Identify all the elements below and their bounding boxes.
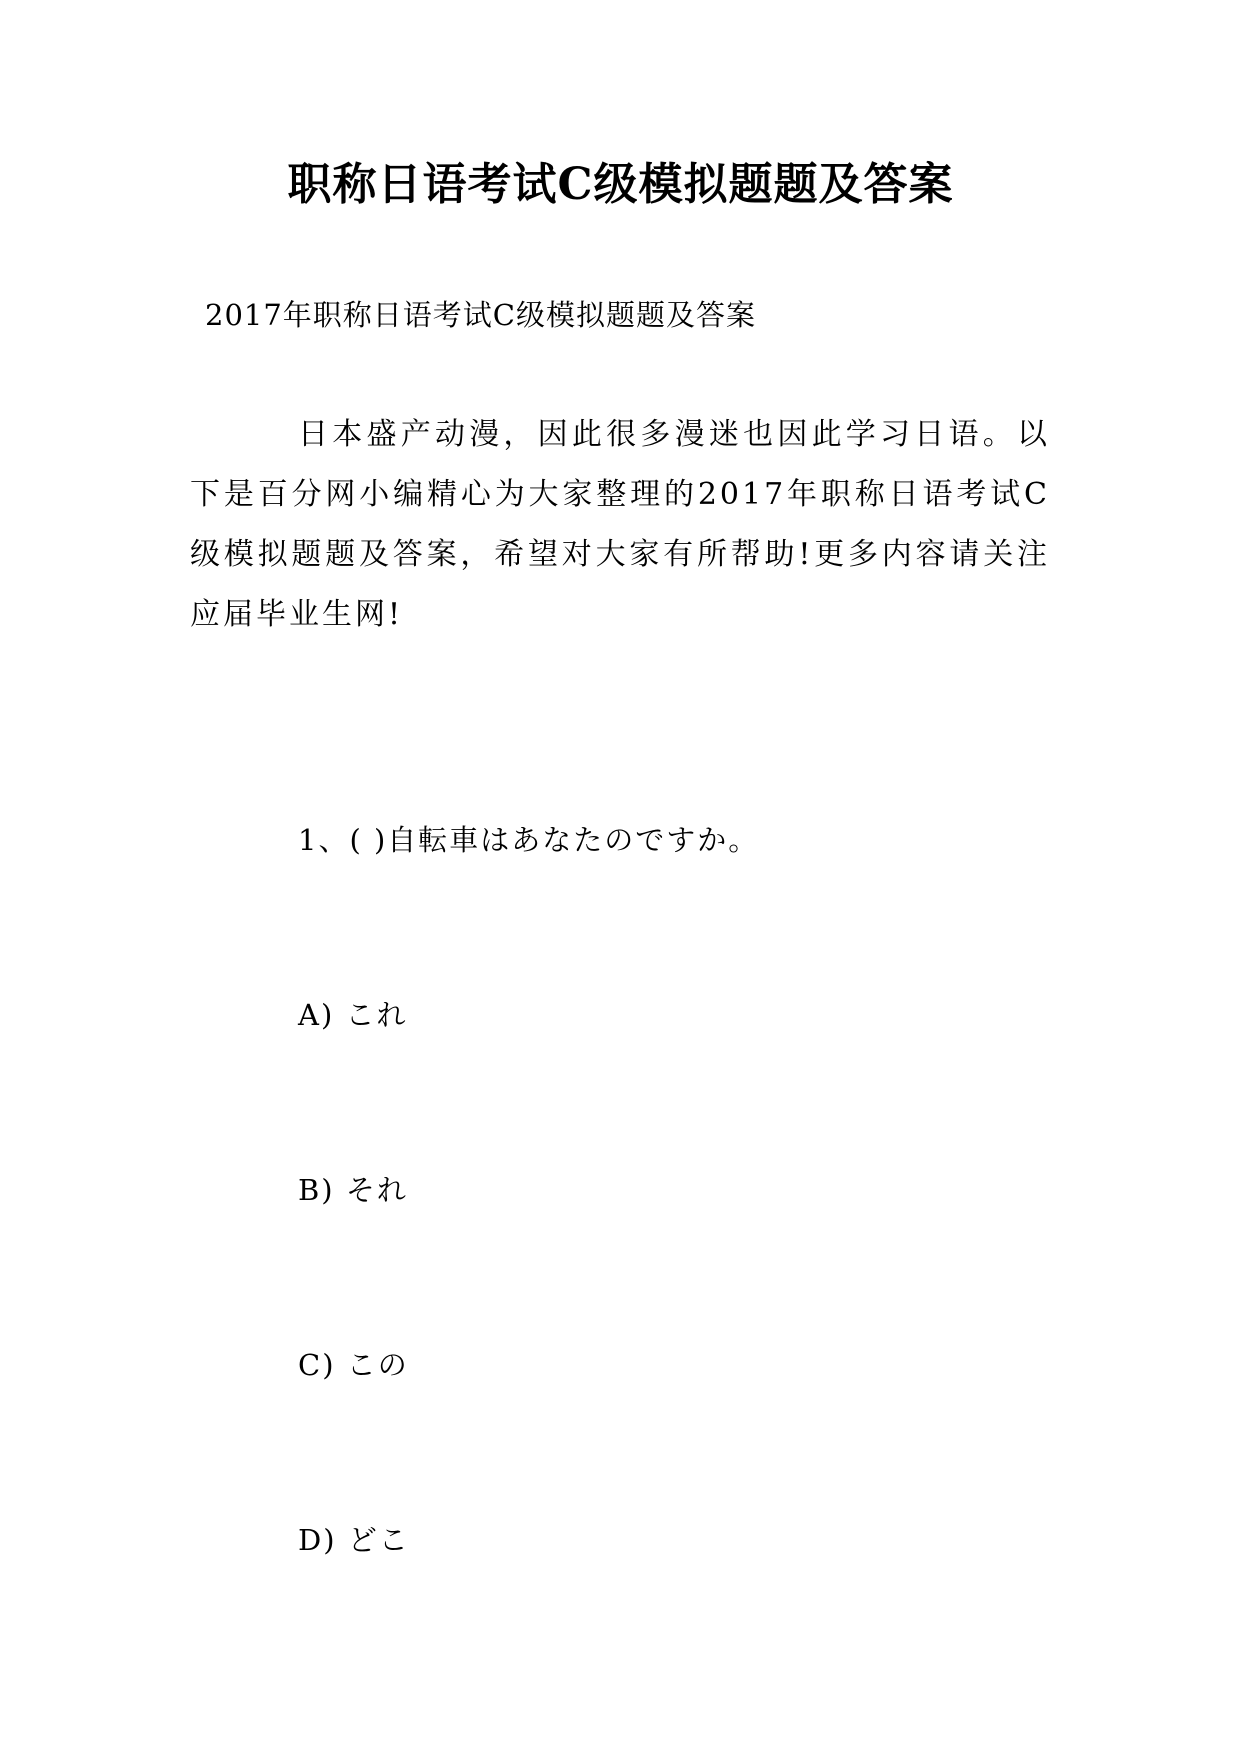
page-title: 职称日语考试C级模拟题题及答案	[287, 159, 954, 210]
option-b: B) それ	[298, 1173, 408, 1207]
option-a: A) これ	[298, 998, 408, 1032]
intro-paragraph: 日本盛产动漫，因此很多漫迷也因此学习日语。以下是百分网小编精心为大家整理的2017年职称日语考试C级模拟题题及答案，希望对大家有所帮助!更多内容请关注应届毕业生网!	[190, 417, 1050, 632]
document-subtitle: 2017年职称日语考试C级模拟题题及答案	[205, 298, 756, 332]
option-c: C) この	[298, 1348, 409, 1382]
option-d: D) どこ	[298, 1523, 410, 1557]
question-stem: 1、( )自転車はあなたのですか。	[298, 823, 760, 857]
